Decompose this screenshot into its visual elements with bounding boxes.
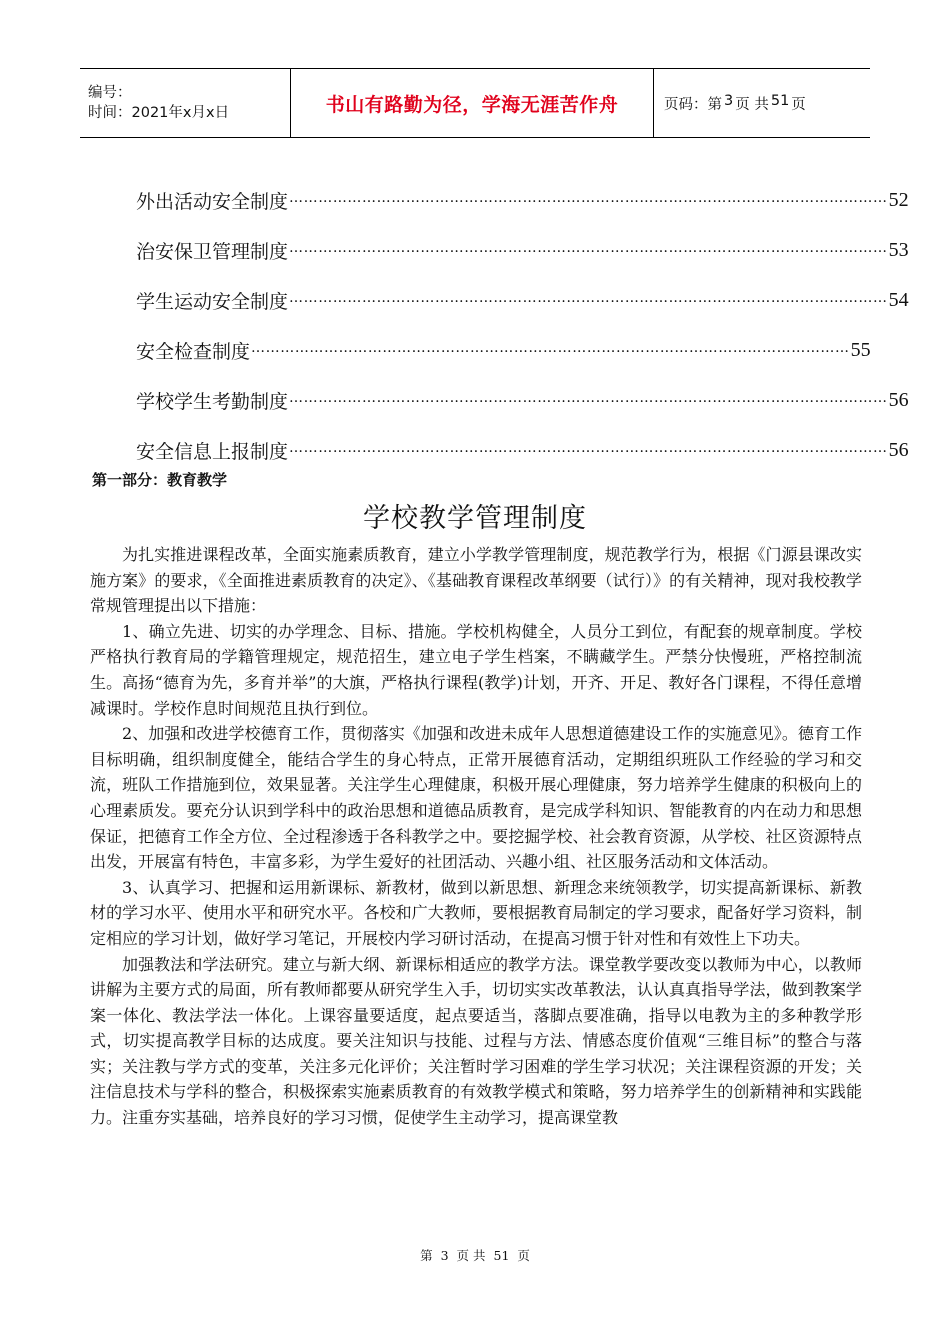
toc-entry[interactable] bbox=[136, 325, 871, 375]
page-footer bbox=[0, 1246, 950, 1264]
page-info-current: 3 bbox=[724, 92, 734, 109]
body-text bbox=[90, 542, 862, 1131]
toc-entry-page: 56 bbox=[888, 388, 909, 411]
toc-entry[interactable] bbox=[136, 375, 909, 425]
page-header bbox=[80, 68, 870, 138]
toc-entry-title: 治安保卫管理制度 bbox=[136, 240, 289, 263]
body-paragraph: 为扎实推进课程改革，全面实施素质教育，建立小学教学管理制度，规范教学行为，根据《门源县课改实施方案》的要求，《全面推进素质教育的决定》、《基础教育课程改革纲要（试行）》的有关精神，现对我校教学常规管理提出以下措施： bbox=[90, 545, 862, 616]
body-paragraph: 2、加强和改进学校德育工作，贯彻落实《加强和改进未成年人思想道德建设工作的实施意见》。德育工作目标明确，组织制度健全，能结合学生的身心特点，正常开展德育活动，定期组织班队工作经验的学习和交流，班队工作措施到位，效果显著。关注学生心理健康，积极开展心理健康，努力培养学生健康的积极向上的心理素质发。要充分认识到学科中的政治思想和道德品质教育，是完成学科知识、智能教育的内在动力和思想保证，把德育工作全方位、全过程渗透于各科教学之中。要挖掘学校、社会教育资源，从学校、社区资源特点出发，开展富有特色，丰富多彩，为学生爱好的社团活动、兴趣小组、社区服务活动和文体活动。 bbox=[90, 724, 862, 872]
header-motto-cell bbox=[291, 69, 654, 137]
footer-suffix: 页 bbox=[517, 1248, 530, 1263]
document-title: 学校教学管理制度 bbox=[363, 503, 587, 534]
toc-leader-dots: …………………………………………………………………………………………………………… bbox=[289, 190, 888, 206]
page-info-mid: 页 共 bbox=[735, 96, 769, 113]
document-date: 时间：2021年x月x日 bbox=[88, 105, 230, 121]
toc-entry-page: 55 bbox=[850, 338, 871, 361]
body-paragraph: 加强教法和学法研究。建立与新大纲、新课标相适应的教学方法。课堂教学要改变以教师为中心，以教师讲解为主要方式的局面，所有教师都要从研究学生入手，切切实实改革教法，认认真真指导学法，做到教案学案一体化、教法学法一体化。上课容量要适度，起点要适当，落脚点要准确，指导以电教为主的多种教学形式，切实提高教学目标的达成度。要关注知识与技能、过程与方法、情感态度价值观“三维目标”的整合与落实；关注教与学方式的变革，关注多元化评价；关注暂时学习困难的学生学习状况；关注课程资源的开发；关注信息技术与学科的整合，积极探索实施素质教育的有效教学模式和策略，努力培养学生的创新精神和实践能力。注重夯实基础，培养良好的学习习惯，促使学生主动学习，提高课堂教 bbox=[90, 954, 862, 1128]
header-motto: 书山有路勤为径，学海无涯苦作舟 bbox=[325, 93, 619, 116]
header-meta bbox=[80, 69, 291, 137]
toc-leader-dots: …………………………………………………………………………………………………………… bbox=[289, 290, 888, 306]
page-info-suffix: 页 bbox=[791, 96, 806, 113]
toc-entry-title: 安全检查制度 bbox=[136, 340, 251, 363]
toc-entry-page: 52 bbox=[888, 188, 909, 211]
part-heading: 第一部分：教育教学 bbox=[92, 471, 228, 489]
footer-prefix: 第 bbox=[420, 1248, 433, 1263]
toc-entry[interactable] bbox=[136, 225, 909, 275]
toc-leader-dots: …………………………………………………………………………………………………………… bbox=[289, 440, 888, 456]
header-page-info bbox=[654, 69, 870, 137]
toc-entry-title: 学生运动安全制度 bbox=[136, 290, 289, 313]
toc-leader-dots: …………………………………………………………………………………………………………… bbox=[251, 340, 850, 356]
toc-leader-dots: …………………………………………………………………………………………………………… bbox=[289, 390, 888, 406]
toc-entry-title: 外出活动安全制度 bbox=[136, 190, 289, 213]
toc-entry-page: 54 bbox=[888, 288, 909, 311]
toc-leader-dots: …………………………………………………………………………………………………………… bbox=[289, 240, 888, 256]
toc-entry[interactable] bbox=[136, 425, 909, 475]
toc-entry-page: 53 bbox=[888, 238, 909, 261]
footer-page-total: 51 bbox=[493, 1248, 510, 1263]
body-paragraph: 3、认真学习、把握和运用新课标、新教材，做到以新思想、新理念来统领教学，切实提高新课标、新教材的学习水平、使用水平和研究水平。各校和广大教师，要根据教育局制定的学习要求，配备好学习资料，制定相应的学习计划，做好学习笔记，开展校内学习研讨活动，在提高习惯于针对性和有效性上下功夫。 bbox=[90, 877, 862, 948]
footer-mid: 页 共 bbox=[456, 1248, 486, 1263]
page-info-prefix: 页码：第 bbox=[664, 96, 722, 113]
toc-entry[interactable] bbox=[136, 275, 909, 325]
footer-page-current: 3 bbox=[440, 1248, 449, 1263]
body-paragraph: 1、确立先进、切实的办学理念、目标、措施。学校机构健全，人员分工到位，有配套的规章制度。学校严格执行教育局的学籍管理规定，规范招生，建立电子学生档案，不瞒藏学生。严禁分快慢班，严格控制流生。高扬“德育为先，多育并举”的大旗，严格执行课程(教学)计划，开齐、开足、教好各门课程，不得任意增减课时。学校作息时间规范且执行到位。 bbox=[90, 621, 862, 718]
page-info-total: 51 bbox=[770, 92, 790, 109]
toc-entry-page: 56 bbox=[888, 438, 909, 461]
toc-entry-title: 安全信息上报制度 bbox=[136, 440, 289, 463]
table-of-contents bbox=[136, 175, 909, 475]
document-number-label: 编号： bbox=[88, 85, 132, 101]
toc-entry-title: 学校学生考勤制度 bbox=[136, 390, 289, 413]
toc-entry[interactable] bbox=[136, 175, 909, 225]
